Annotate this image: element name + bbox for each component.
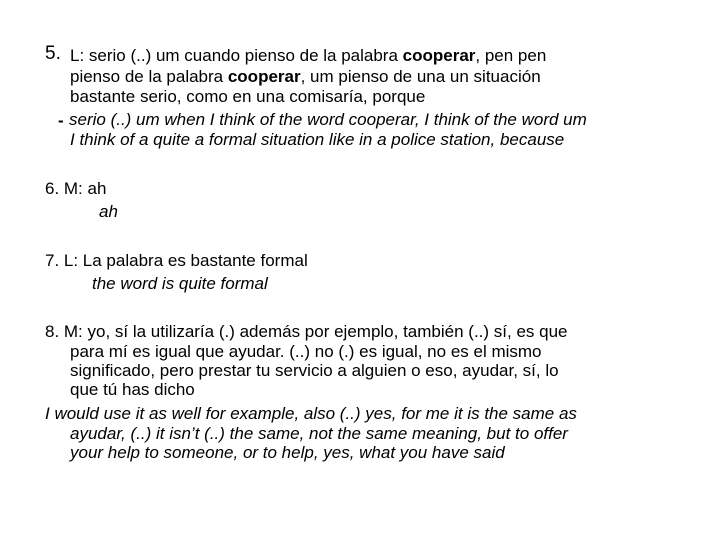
utterance-5-line-3: bastante serio, como en una comisaría, porque — [70, 87, 426, 106]
utterance-5-line-2 — [70, 67, 541, 87]
utterance-8-line-2: para mí es igual que ayudar. (..) no (.) es igual, no es el mismo — [70, 342, 542, 361]
translation-marker: - — [58, 111, 64, 130]
utterance-6-translation: ah — [99, 202, 118, 221]
utterance-5-line-2-end: , um pienso de una un situación — [300, 67, 541, 86]
utterance-5-translation-1: serio (..) um when I think of the word cooperar, I think of the word um — [69, 110, 587, 129]
utterance-7-line-1: 7. L: La palabra es bastante formal — [45, 251, 308, 270]
utterance-8-translation-2: ayudar, (..) it isn’t (..) the same, not the same meaning, but to offer — [70, 424, 568, 443]
utterance-5-translation-2: I think of a quite a formal situation like in a police station, because — [70, 130, 565, 149]
utterance-5-line-1 — [70, 46, 546, 66]
utterance-5-line-2-text: pienso de la palabra — [70, 67, 228, 86]
utterance-5-line-1-end: , pen pen — [475, 46, 547, 65]
utterance-6-line-1: 6. M: ah — [45, 179, 107, 198]
keyword-cooperar: cooperar — [402, 46, 476, 65]
utterance-8-translation-1: I would use it as well for example, also (..) yes, for me it is the same as — [45, 404, 577, 423]
keyword-cooperar-2: cooperar — [227, 67, 301, 86]
utterance-8-translation-3: your help to someone, or to help, yes, what you have said — [70, 443, 505, 462]
utterance-8-line-1: 8. M: yo, sí la utilizaría (.) además por ejemplo, también (..) sí, es que — [45, 322, 568, 341]
utterance-8-line-3: significado, pero prestar tu servicio a alguien o eso, ayudar, sí, lo — [70, 361, 559, 380]
utterance-5-line-1-text: L: serio (..) um cuando pienso de la palabra — [70, 46, 403, 65]
utterance-7-translation: the word is quite formal — [92, 274, 268, 293]
utterance-5-number: 5. — [45, 43, 61, 64]
utterance-8-line-4: que tú has dicho — [70, 380, 195, 399]
